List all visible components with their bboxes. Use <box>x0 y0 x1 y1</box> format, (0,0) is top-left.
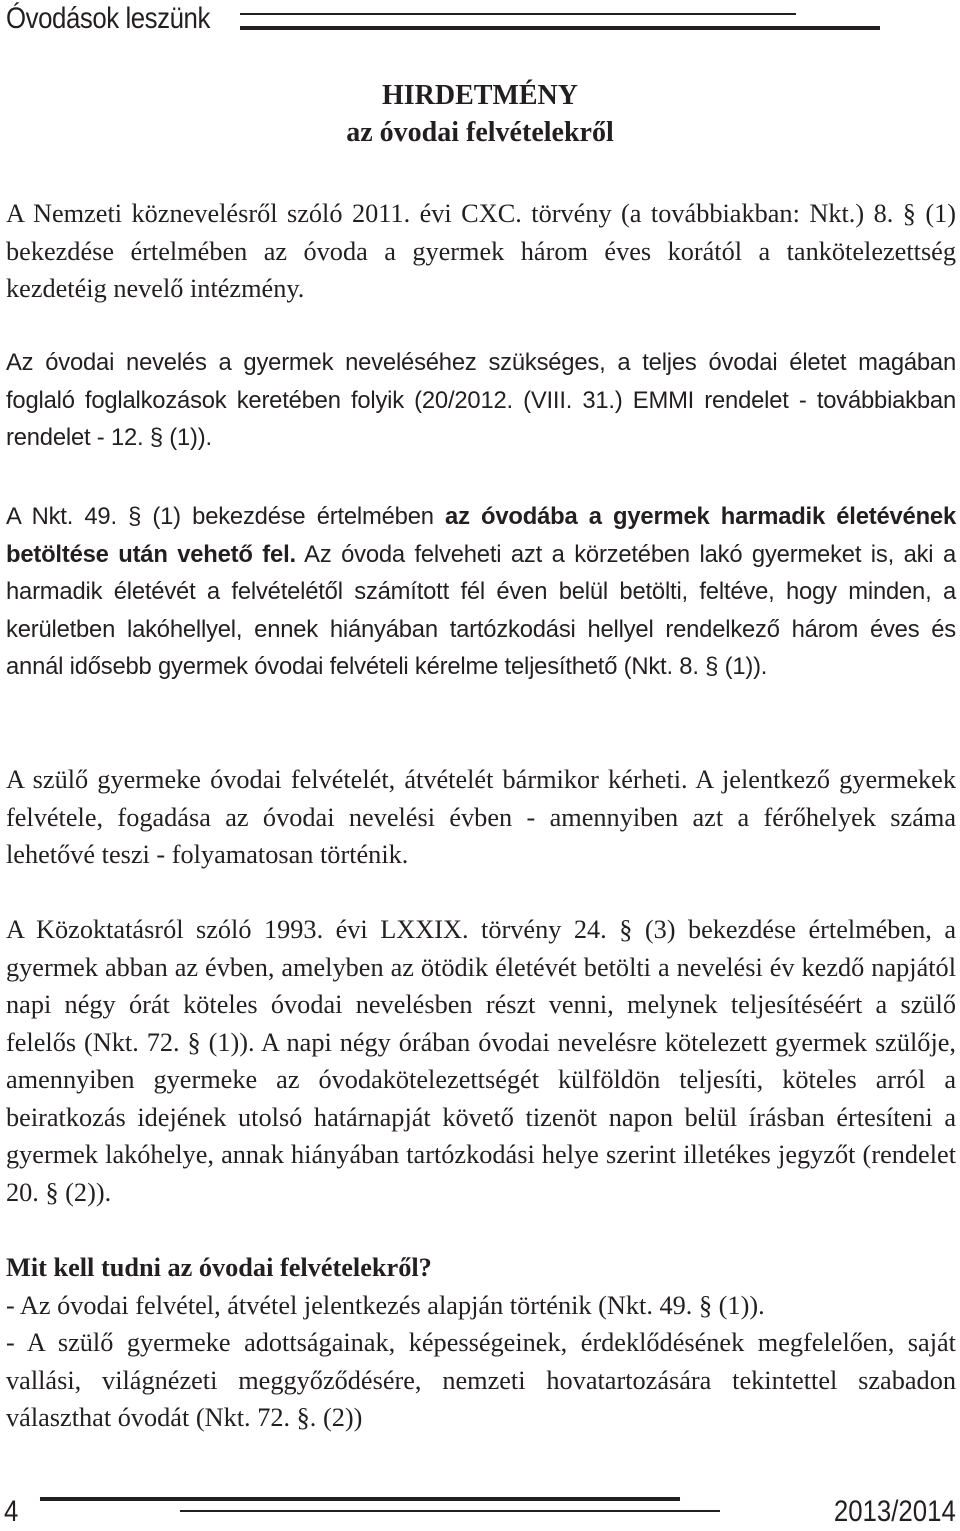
page-header <box>0 0 960 44</box>
paragraph-transfer-request: A szülő gyermeke óvodai felvételét, átvételét bármikor kérheti. A jelentkező gyermekek felvétele, fogadása az óvodai nevelési évben - amennyiben azt a férőhelyek száma lehetővé teszi - folyamatosan történik. <box>6 765 956 869</box>
announcement-subtitle: az óvodai felvételekről <box>346 117 614 148</box>
school-year: 2013/2014 <box>834 1495 956 1528</box>
footer-rule-thick <box>40 1497 680 1501</box>
faq-heading: Mit kell tudni az óvodai felvételekről? <box>6 1253 432 1282</box>
publication-title: Óvodások leszünk <box>6 2 210 35</box>
header-rule-thick <box>240 26 880 30</box>
faq-item-application: - Az óvodai felvétel, átvétel jelentkezés alapján történik (Nkt. 49. § (1)). <box>6 1290 765 1320</box>
announcement-title: HIRDETMÉNY <box>381 80 578 111</box>
admission-age-intro: A Nkt. 49. § (1) bekezdése értelmében <box>6 503 446 530</box>
admission-age-highlight: az óvodába a gyermek harmadik életévének betöltése után vehető fel. <box>6 503 956 568</box>
faq-item-free-choice: - A szülő gyermeke adottságainak, képességeinek, érdeklődésének megfelelően, saját vallási, világnézeti meggyőződésére, nemzeti hovatartozására tekintettel szabadon választhat óvodát (Nkt. 72. §. (2)) <box>6 1328 956 1432</box>
page-number: 4 <box>4 1495 19 1528</box>
paragraph-compulsory-attendance: A Közoktatásról szóló 1993. évi LXXIX. törvény 24. § (3) bekezdése értelmében, a gyermek abban az évben, amelyben az ötödik életévét betölti a nevelési év kezdő napjától napi négy órát köteles óvodai nevelésben részt venni, melynek teljesítéséért a szülő felelős (Nkt. 72. § (1)). A napi négy órában óvodai nevelésre kötelezett gyermek szülője, amennyiben gyermeke az óvodakötelezettségét külföldön teljesíti, köteles arról a beiratkozás idejének utolsó határnapját követő tizenöt napon belül írásban értesíteni a gyermek lakóhelye, annak hiányában tartózkodási helye szerint illetékes jegyzőt (rendelet 20. § (2)). <box>6 915 956 1207</box>
footer-rule-thin <box>180 1510 720 1512</box>
admission-age-details: Az óvoda felveheti azt a körzetében lakó gyermeket is, aki a harmadik életévét a felvételétől számított fél éven belül betölti, feltéve, hogy minden, a kerületben lakóhellyel, ennek hiányában tartózkodási hellyel rendelkező három éves és annál idősebb gyermek óvodai felvételi kérelme teljesíthető (Nkt. 8. § (1)). <box>6 540 956 680</box>
paragraph-nkt-definition: A Nemzeti köznevelésről szóló 2011. évi CXC. törvény (a továbbiakban: Nkt.) 8. § (1) bekezdése értelmében az óvoda a gyermek három éves korától a tankötelezettség kezdetéig nevelő intézmény. <box>6 199 956 303</box>
faq-section <box>6 1249 956 1437</box>
paragraph-admission-age <box>6 498 956 686</box>
header-rule-thin <box>240 13 796 15</box>
paragraph-kindergarten-education: Az óvodai nevelés a gyermek neveléséhez szükséges, a teljes óvodai életet magában foglaló foglalkozások keretében folyik (20/2012. (VIII. 31.) EMMI rendelet - továbbiakban rendelet - 12. § (1)). <box>6 349 956 451</box>
